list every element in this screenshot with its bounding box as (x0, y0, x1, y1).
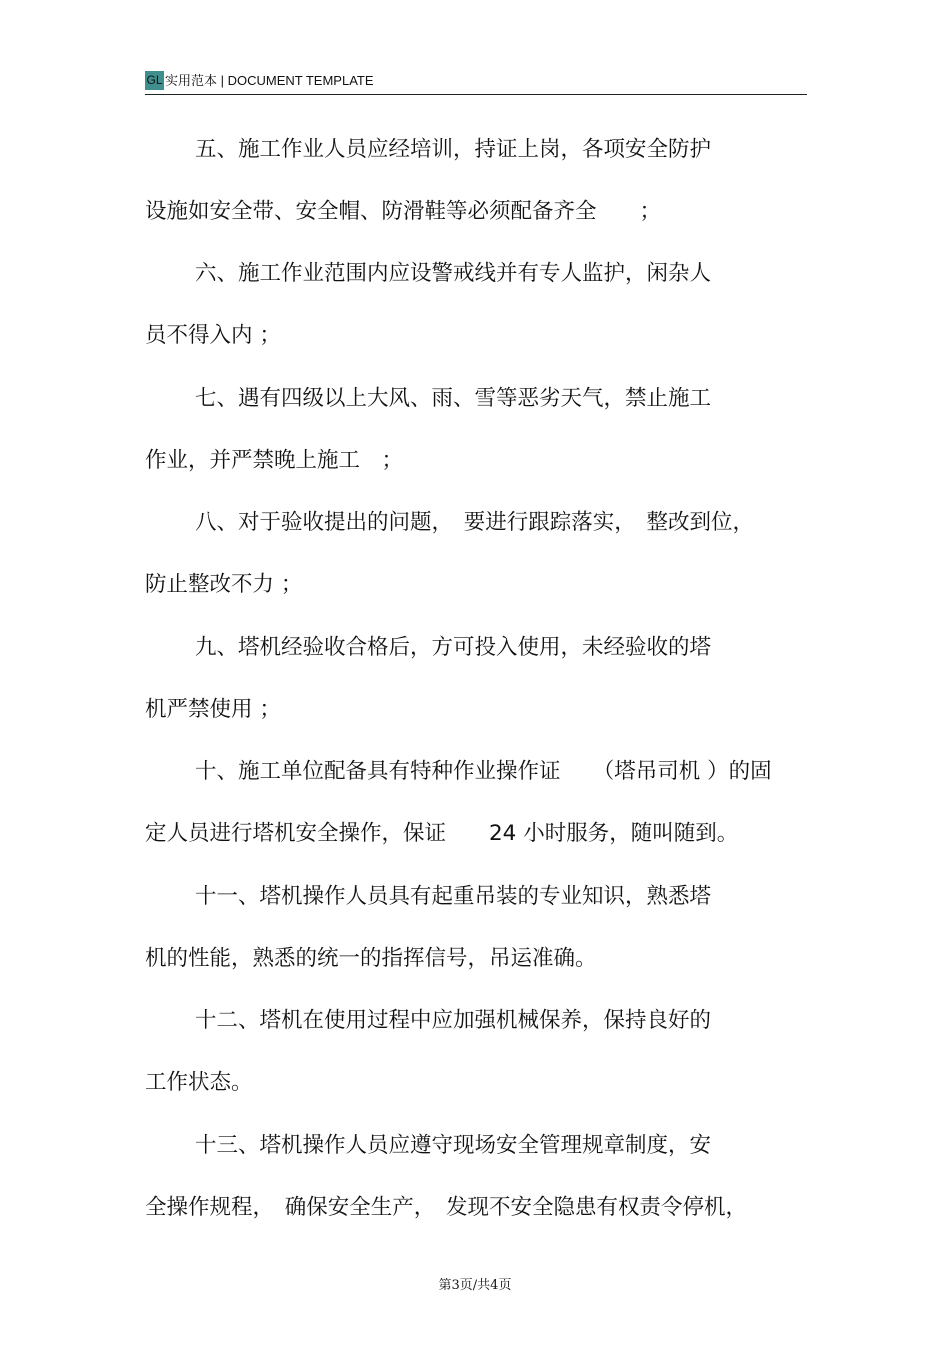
paragraph-line: 十、施工单位配备具有特种作业操作证 （塔吊司机 ）的固 (195, 759, 772, 784)
paragraph-line: 机的性能，熟悉的统一的指挥信号，吊运准确。 (145, 946, 597, 971)
paragraph-line: 员不得入内 ； (145, 323, 281, 348)
paragraph-line: 定人员进行塔机安全操作，保证 24 小时服务，随叫随到。 (145, 821, 739, 846)
document-header (145, 70, 807, 95)
paragraph-line: 工作状态。 (145, 1070, 253, 1095)
paragraph-line: 九、塔机经验收合格后，方可投入使用，未经验收的塔 (195, 635, 712, 660)
paragraph-line: 十三、塔机操作人员应遵守现场安全管理规章制度，安 (195, 1133, 712, 1158)
paragraph-line: 作业，并严禁晚上施工 ； (145, 448, 404, 473)
paragraph-line: 七、遇有四级以上大风、雨、雪等恶劣天气，禁止施工 (195, 386, 712, 411)
paragraph-line: 六、施工作业范围内应设警戒线并有专人监护，闲杂人 (195, 261, 712, 286)
paragraph-line: 全操作规程， 确保安全生产， 发现不安全隐患有权责令停机， (145, 1195, 748, 1220)
paragraph-line: 八、对于验收提出的问题， 要进行跟踪落实， 整改到位， (195, 510, 755, 535)
paragraph-line: 机严禁使用 ； (145, 697, 281, 722)
paragraph-line: 五、施工作业人员应经培训，持证上岗，各项安全防护 (195, 137, 712, 162)
header-title: 实用范本 | DOCUMENT TEMPLATE (165, 73, 374, 88)
paragraph-line: 十一、塔机操作人员具有起重吊装的专业知识，熟悉塔 (195, 884, 712, 909)
paragraph-line: 设施如安全带、安全帽、防滑鞋等必须配备齐全 ； (145, 199, 662, 224)
page-number: 第3页/共4页 (438, 1278, 512, 1293)
gl-logo: GL (145, 71, 164, 90)
paragraph-line: 十二、塔机在使用过程中应加强机械保养，保持良好的 (195, 1008, 712, 1033)
paragraph-line: 防止整改不力 ； (145, 572, 303, 597)
